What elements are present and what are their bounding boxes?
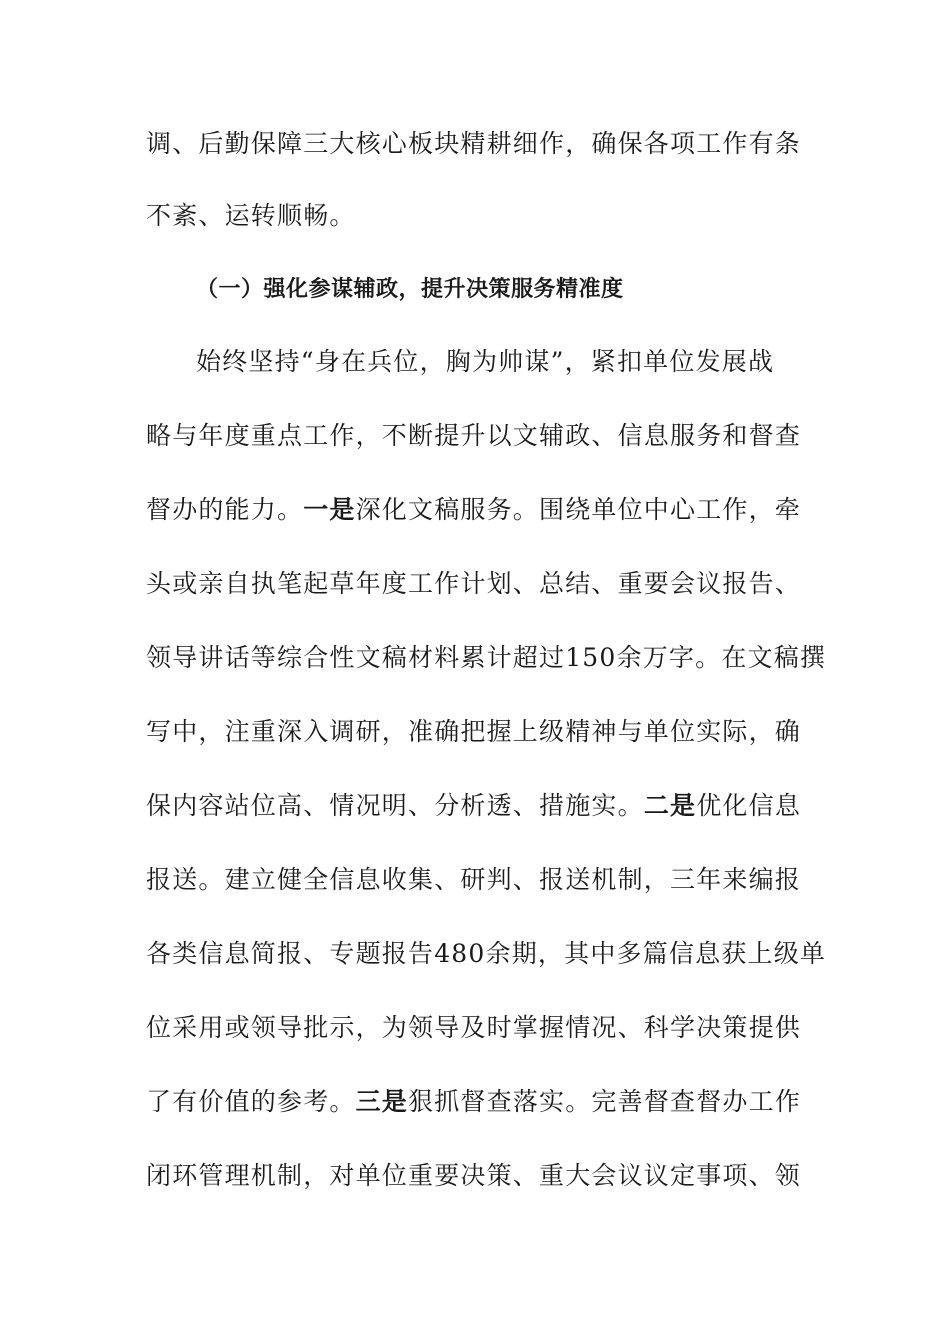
text-run: 优化信息 [696,791,802,820]
paragraph-line [146,126,816,162]
paragraph-line [146,198,816,234]
paragraph-line [146,862,816,898]
text-run: 闭环管理机制，对单位重要决策、重大会议议定事项、领 [146,1161,802,1190]
text-run: 报送。建立健全信息收集、研判、报送机制，三年来编报 [146,865,802,894]
text-run: 领导讲话等综合性文稿材料累计超过150余万字。在文稿撰 [146,643,827,672]
paragraph-line [196,344,866,380]
text-run: 始终坚持“身在兵位，胸为帅谋”，紧扣单位发展战 [196,347,775,376]
paragraph-line [146,492,816,528]
text-run: 写中，注重深入调研，准确把握上级精神与单位实际，确 [146,717,802,746]
text-run: 各类信息简报、专题报告480余期，其中多篇信息获上级单 [146,939,827,968]
bold-marker-1: 一是 [303,495,356,524]
paragraph-line [146,1010,816,1046]
paragraph-line [146,788,816,824]
text-run: 调、后勤保障三大核心板块精耕细作，确保各项工作有条 [146,129,802,158]
text-run: 了有价值的参考。 [146,1087,356,1116]
text-run: 保内容站位高、情况明、分析透、措施实。 [146,791,644,820]
text-run: 略与年度重点工作，不断提升以文辅政、信息服务和督查 [146,421,802,450]
text-run: 位采用或领导批示，为领导及时掌握情况、科学决策提供 [146,1013,802,1042]
paragraph-line [146,566,816,602]
paragraph-line [146,1084,816,1120]
text-run: 督办的能力。 [146,495,304,524]
paragraph-line [146,418,816,454]
text-run: 狠抓督查落实。完善督查督办工作 [408,1087,802,1116]
paragraph-line [146,936,827,972]
bold-marker-2: 二是 [643,791,697,820]
paragraph-line [146,714,816,750]
text-run: 不紊、运转顺畅。 [146,201,356,230]
bold-marker-3: 三是 [355,1087,409,1116]
paragraph-line [146,1158,816,1194]
heading-text: （一）强化参谋辅政，提升决策服务精准度 [196,277,624,302]
text-run: 深化文稿服务。围绕单位中心工作，牵 [355,495,802,524]
section-heading [196,272,866,308]
text-run: 头或亲自执笔起草年度工作计划、总结、重要会议报告、 [146,569,802,598]
paragraph-line [146,640,827,676]
